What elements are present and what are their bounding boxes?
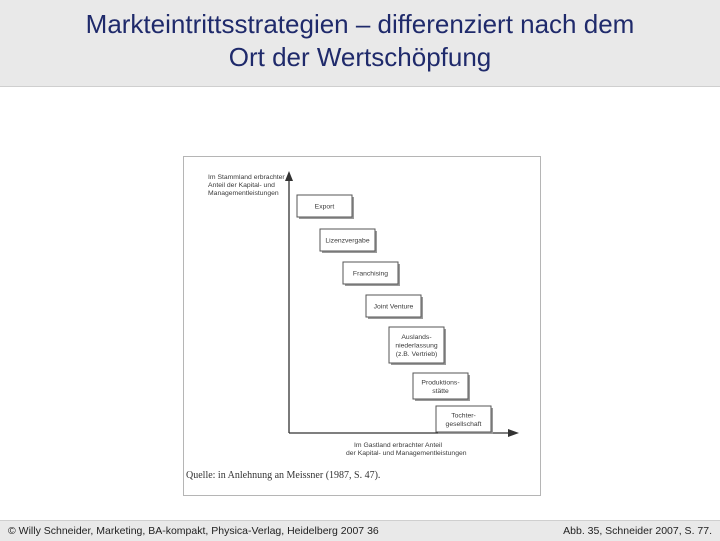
- source-note: Quelle: in Anlehnung an Meissner (1987, S. 47).: [186, 470, 381, 481]
- strategy-box-label: Produktions-: [421, 379, 460, 387]
- slide-title-line-2: Ort der Wertschöpfung: [228, 42, 492, 72]
- diagram-canvas: [184, 157, 540, 495]
- strategy-box-label: gesellschaft: [445, 420, 482, 428]
- y-axis-label-line: Im Stammland erbrachter: [208, 174, 285, 181]
- footer-reference: Abb. 35, Schneider 2007, S. 77.: [563, 525, 712, 537]
- slide-title-line-1: Markteintrittsstrategien – differenziert nach dem: [85, 9, 635, 39]
- strategy-box-label: Lizenzvergabe: [325, 237, 370, 245]
- slide-title: [0, 8, 720, 74]
- y-axis-label-line: Managementleistungen: [208, 190, 279, 197]
- strategy-box-label: Joint Venture: [373, 303, 414, 311]
- slide-footer: [0, 520, 720, 541]
- strategy-box-label: stätte: [432, 387, 449, 395]
- slide-header: [0, 0, 720, 87]
- strategy-box-label: Tochter-: [451, 412, 476, 420]
- footer-copyright: © Willy Schneider, Marketing, BA-kompakt, Physica-Verlag, Heidelberg 2007 36: [8, 525, 379, 537]
- x-axis-arrow: [508, 429, 519, 437]
- x-axis-label-line: Im Gastland erbrachter Anteil: [354, 442, 443, 449]
- strategy-box-label: (z.B. Vertrieb): [395, 351, 438, 358]
- strategy-diagram: [183, 156, 541, 496]
- strategy-box-label: niederlassung: [395, 342, 438, 350]
- x-axis-label-line: der Kapital- und Managementleistungen: [346, 450, 467, 457]
- strategy-box-label: Export: [314, 203, 335, 211]
- y-axis-label-line: Anteil der Kapital- und: [208, 182, 275, 189]
- strategy-box-label: Franchising: [352, 270, 389, 278]
- y-axis-arrow: [285, 171, 293, 181]
- strategy-box-label: Auslands-: [401, 334, 432, 341]
